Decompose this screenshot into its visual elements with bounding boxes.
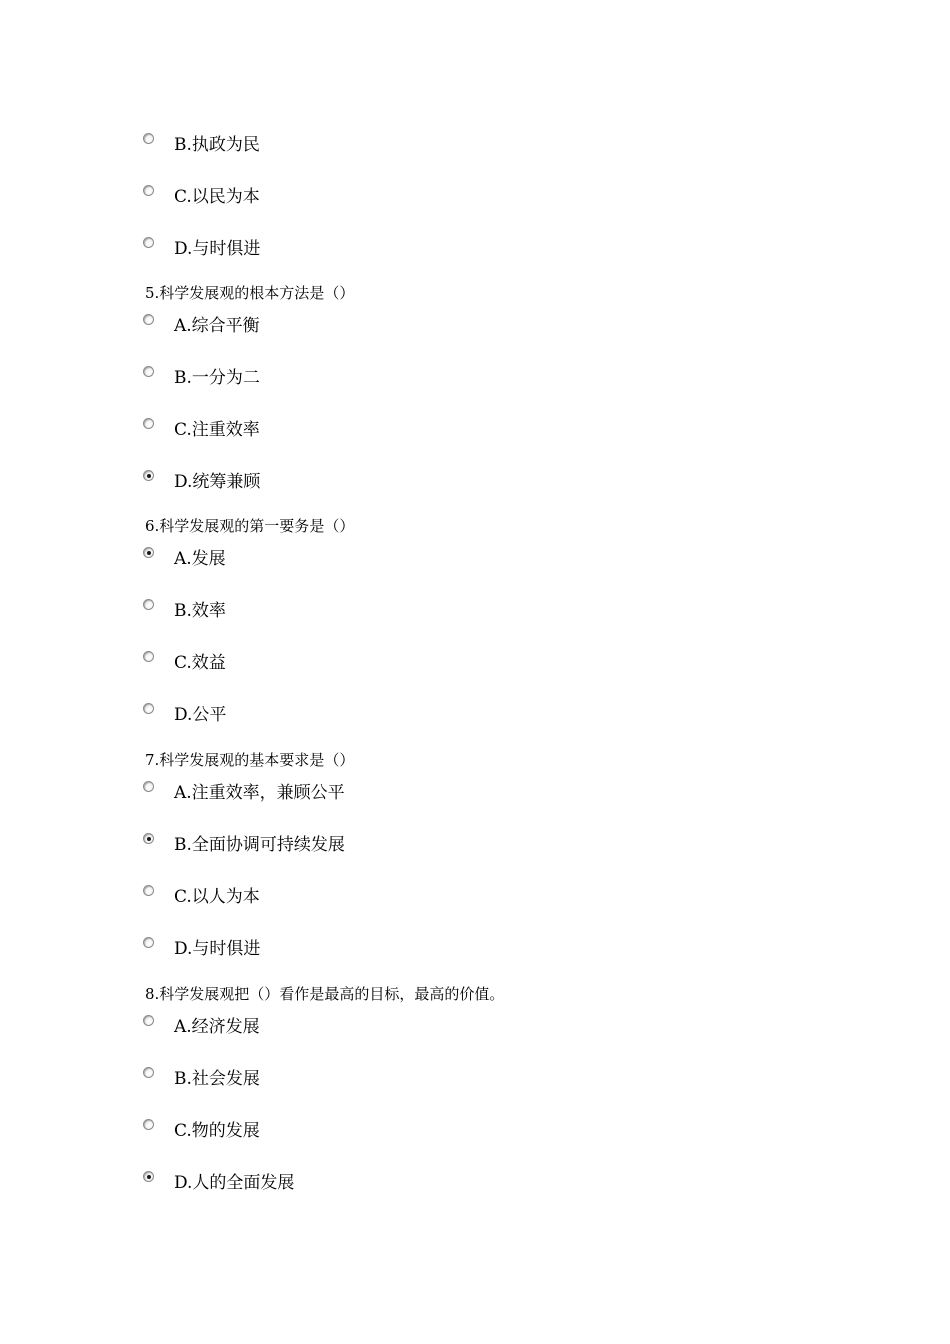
q7-option-c[interactable] — [143, 883, 260, 911]
q6-option-c[interactable] — [143, 649, 226, 677]
radio-button[interactable] — [143, 237, 154, 248]
radio-button[interactable] — [143, 885, 154, 896]
question-5-text: 5.科学发展观的根本方法是（） — [145, 284, 355, 302]
q6-option-d[interactable] — [143, 701, 226, 729]
radio-button[interactable] — [143, 418, 154, 429]
radio-button[interactable] — [143, 314, 154, 325]
option-label[interactable]: B.一分为二 — [174, 368, 260, 388]
radio-button[interactable] — [143, 1067, 154, 1078]
option-label[interactable]: A.综合平衡 — [174, 316, 260, 336]
radio-button[interactable] — [143, 1119, 154, 1130]
q4-option-d[interactable] — [143, 235, 260, 263]
question-8-text: 8.科学发展观把（）看作是最高的目标，最高的价值。 — [145, 985, 505, 1003]
option-label[interactable]: D.统筹兼顾 — [174, 472, 261, 492]
q7-option-a[interactable] — [143, 779, 345, 807]
q4-option-b[interactable] — [143, 131, 260, 159]
q4-option-c[interactable] — [143, 183, 260, 211]
q5-option-a[interactable] — [143, 312, 260, 340]
radio-button[interactable] — [143, 1015, 154, 1026]
q8-option-d[interactable] — [143, 1169, 294, 1197]
question-6-text: 6.科学发展观的第一要务是（） — [145, 517, 355, 535]
radio-button[interactable] — [143, 599, 154, 610]
option-label[interactable]: B.效率 — [174, 601, 226, 621]
radio-button[interactable] — [143, 651, 154, 662]
option-label[interactable]: D.与时俱进 — [174, 939, 261, 959]
q8-option-c[interactable] — [143, 1117, 260, 1145]
radio-button[interactable] — [143, 470, 154, 481]
radio-button[interactable] — [143, 781, 154, 792]
q7-option-d[interactable] — [143, 935, 260, 963]
option-label[interactable]: B.执政为民 — [174, 135, 260, 155]
option-label[interactable]: C.效益 — [174, 653, 226, 673]
radio-button[interactable] — [143, 547, 154, 558]
radio-button[interactable] — [143, 703, 154, 714]
option-label[interactable]: B.全面协调可持续发展 — [174, 835, 345, 855]
radio-button[interactable] — [143, 366, 154, 377]
q6-option-a[interactable] — [143, 545, 226, 573]
question-7-text: 7.科学发展观的基本要求是（） — [145, 751, 355, 769]
radio-button[interactable] — [143, 185, 154, 196]
q7-option-b[interactable] — [143, 831, 345, 859]
option-label[interactable]: C.以人为本 — [174, 887, 260, 907]
option-label[interactable]: D.人的全面发展 — [174, 1173, 295, 1193]
q8-option-b[interactable] — [143, 1065, 260, 1093]
q6-option-b[interactable] — [143, 597, 226, 625]
q5-option-d[interactable] — [143, 468, 260, 496]
q5-option-b[interactable] — [143, 364, 260, 392]
option-label[interactable]: A.经济发展 — [174, 1017, 260, 1037]
option-label[interactable]: C.物的发展 — [174, 1121, 260, 1141]
option-label[interactable]: C.注重效率 — [174, 420, 260, 440]
option-label[interactable]: A.发展 — [174, 549, 226, 569]
radio-button[interactable] — [143, 937, 154, 948]
q8-option-a[interactable] — [143, 1013, 260, 1041]
option-label[interactable]: D.公平 — [174, 705, 227, 725]
option-label[interactable]: C.以民为本 — [174, 187, 260, 207]
radio-button[interactable] — [143, 833, 154, 844]
option-label[interactable]: B.社会发展 — [174, 1069, 260, 1089]
option-label[interactable]: A.注重效率，兼顾公平 — [174, 783, 345, 803]
q5-option-c[interactable] — [143, 416, 260, 444]
option-label[interactable]: D.与时俱进 — [174, 239, 261, 259]
radio-button[interactable] — [143, 1171, 154, 1182]
radio-button[interactable] — [143, 133, 154, 144]
